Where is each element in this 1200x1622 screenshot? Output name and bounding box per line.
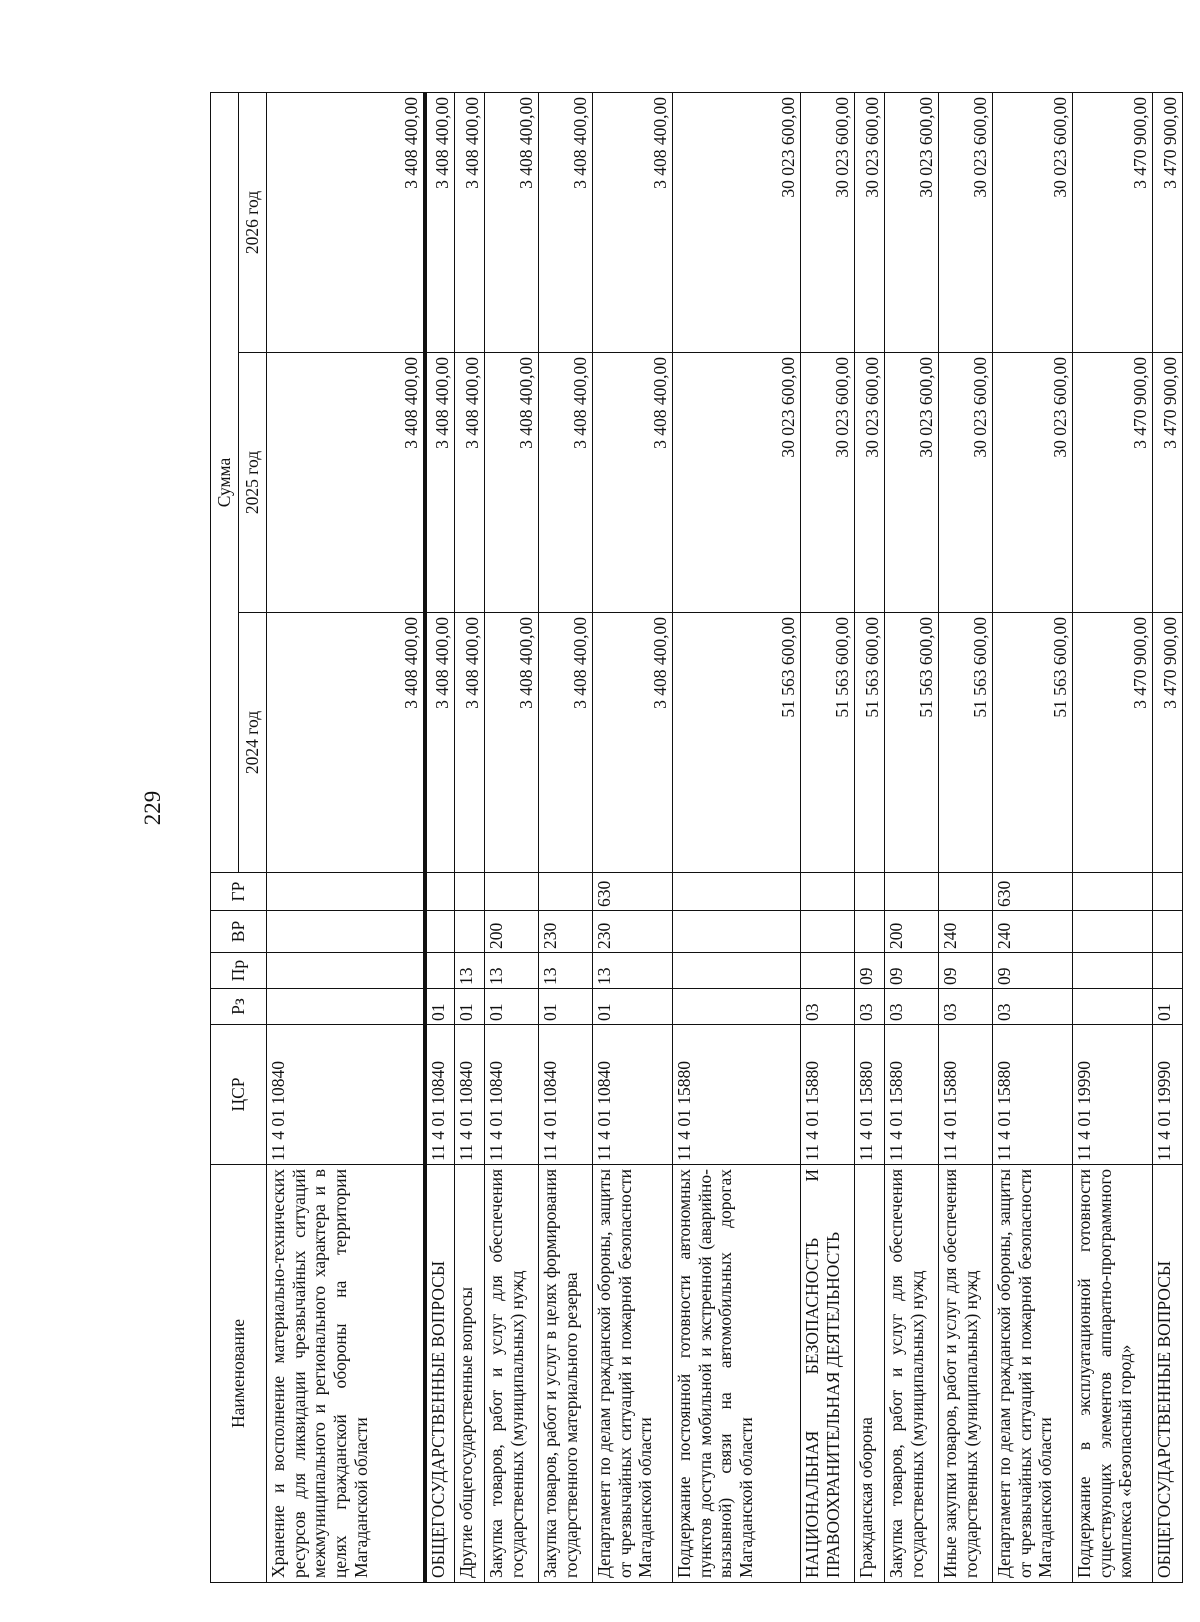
cell-gr xyxy=(673,873,801,911)
cell-y2026: 3 470 900,00 xyxy=(1153,92,1183,352)
cell-pr xyxy=(801,953,855,989)
cell-csr: 11 4 01 10840 xyxy=(425,1025,455,1165)
cell-y2024: 51 563 600,00 xyxy=(993,613,1073,873)
cell-gr xyxy=(801,873,855,911)
cell-y2026: 30 023 600,00 xyxy=(885,92,939,352)
cell-csr: 11 4 01 10840 xyxy=(455,1025,485,1165)
header-vr: ВР xyxy=(211,911,267,953)
budget-table xyxy=(210,92,1183,1583)
cell-rz: 01 xyxy=(455,989,485,1025)
cell-y2026: 30 023 600,00 xyxy=(855,92,885,352)
cell-rz xyxy=(673,989,801,1025)
cell-pr xyxy=(673,953,801,989)
cell-pr: 09 xyxy=(993,953,1073,989)
cell-y2026: 30 023 600,00 xyxy=(673,92,801,352)
header-csr: ЦСР xyxy=(211,1025,267,1165)
cell-y2025: 30 023 600,00 xyxy=(855,353,885,613)
cell-pr: 09 xyxy=(939,953,993,989)
cell-y2024: 51 563 600,00 xyxy=(885,613,939,873)
cell-csr: 11 4 01 19990 xyxy=(1153,1025,1183,1165)
cell-rz xyxy=(1073,989,1153,1025)
cell-y2025: 3 408 400,00 xyxy=(485,353,539,613)
cell-vr: 240 xyxy=(993,911,1073,953)
cell-name: Закупка товаров, работ и услуг для обеспечения государственных (муниципальных) нужд xyxy=(485,1165,539,1583)
header-rz: Рз xyxy=(211,989,267,1025)
cell-csr: 11 4 01 15880 xyxy=(939,1025,993,1165)
cell-y2025: 30 023 600,00 xyxy=(885,353,939,613)
header-name: Наименование xyxy=(211,1165,267,1583)
cell-csr: 11 4 01 15880 xyxy=(885,1025,939,1165)
cell-y2025: 30 023 600,00 xyxy=(993,353,1073,613)
cell-y2025: 3 408 400,00 xyxy=(267,353,425,613)
cell-y2026: 3 408 400,00 xyxy=(485,92,539,352)
cell-y2025: 30 023 600,00 xyxy=(673,353,801,613)
cell-name: НАЦИОНАЛЬНАЯ БЕЗОПАСНОСТЬ И ПРАВООХРАНИТЕЛЬНАЯ ДЕЯТЕЛЬНОСТЬ xyxy=(801,1165,855,1583)
cell-y2024: 3 408 400,00 xyxy=(425,613,455,873)
cell-pr: 09 xyxy=(855,953,885,989)
cell-csr: 11 4 01 15880 xyxy=(855,1025,885,1165)
table-row xyxy=(855,92,885,1582)
cell-y2024: 51 563 600,00 xyxy=(939,613,993,873)
header-2026: 2026 год xyxy=(239,92,267,352)
cell-y2024: 3 408 400,00 xyxy=(267,613,425,873)
cell-y2024: 3 408 400,00 xyxy=(485,613,539,873)
cell-rz: 01 xyxy=(539,989,593,1025)
cell-name: Закупка товаров, работ и услуг для обеспечения государственных (муниципальных) нужд xyxy=(885,1165,939,1583)
table-row xyxy=(1153,92,1183,1582)
cell-y2025: 3 470 900,00 xyxy=(1153,353,1183,613)
cell-y2024: 51 563 600,00 xyxy=(673,613,801,873)
cell-name: ОБЩЕГОСУДАРСТВЕННЫЕ ВОПРОСЫ xyxy=(1153,1165,1183,1583)
table-row xyxy=(801,92,855,1582)
cell-csr: 11 4 01 10840 xyxy=(593,1025,673,1165)
cell-vr xyxy=(673,911,801,953)
cell-csr: 11 4 01 15880 xyxy=(801,1025,855,1165)
cell-gr: 630 xyxy=(593,873,673,911)
cell-vr: 240 xyxy=(939,911,993,953)
cell-pr: 13 xyxy=(539,953,593,989)
cell-y2025: 3 408 400,00 xyxy=(425,353,455,613)
cell-csr: 11 4 01 19990 xyxy=(1073,1025,1153,1165)
cell-csr: 11 4 01 10840 xyxy=(539,1025,593,1165)
table-row xyxy=(267,92,425,1582)
page-number: 229 xyxy=(140,790,165,826)
header-sum: Сумма xyxy=(211,92,239,872)
header-pr: Пр xyxy=(211,953,267,989)
cell-y2025: 3 408 400,00 xyxy=(593,353,673,613)
cell-csr: 11 4 01 10840 xyxy=(485,1025,539,1165)
cell-csr: 11 4 01 15880 xyxy=(673,1025,801,1165)
cell-y2025: 3 408 400,00 xyxy=(455,353,485,613)
cell-gr xyxy=(455,873,485,911)
cell-gr xyxy=(885,873,939,911)
table-row xyxy=(593,92,673,1582)
cell-y2024: 51 563 600,00 xyxy=(801,613,855,873)
cell-rz: 03 xyxy=(801,989,855,1025)
table-row xyxy=(993,92,1073,1582)
table-body xyxy=(267,92,1183,1582)
cell-name: Департамент по делам гражданской обороны, защиты от чрезвычайных ситуаций и пожарной безопасности Магаданской области xyxy=(593,1165,673,1583)
header-2025: 2025 год xyxy=(239,353,267,613)
table-row xyxy=(939,92,993,1582)
cell-vr xyxy=(855,911,885,953)
rotated-table-wrapper xyxy=(210,93,1181,1583)
table-row xyxy=(539,92,593,1582)
cell-y2024: 3 470 900,00 xyxy=(1153,613,1183,873)
table-row xyxy=(455,92,485,1582)
cell-pr xyxy=(1073,953,1153,989)
cell-name: ОБЩЕГОСУДАРСТВЕННЫЕ ВОПРОСЫ xyxy=(425,1165,455,1583)
cell-pr: 09 xyxy=(885,953,939,989)
cell-gr xyxy=(425,873,455,911)
cell-y2026: 3 408 400,00 xyxy=(593,92,673,352)
cell-gr: 630 xyxy=(993,873,1073,911)
cell-pr: 13 xyxy=(485,953,539,989)
cell-rz: 01 xyxy=(593,989,673,1025)
cell-vr xyxy=(801,911,855,953)
header-gr: ГР xyxy=(211,873,267,911)
cell-rz: 03 xyxy=(993,989,1073,1025)
cell-y2025: 3 470 900,00 xyxy=(1073,353,1153,613)
cell-rz: 03 xyxy=(855,989,885,1025)
cell-y2024: 3 408 400,00 xyxy=(539,613,593,873)
cell-y2026: 30 023 600,00 xyxy=(939,92,993,352)
cell-vr xyxy=(1073,911,1153,953)
cell-gr xyxy=(539,873,593,911)
cell-name: Другие общегосударственные вопросы xyxy=(455,1165,485,1583)
cell-gr xyxy=(485,873,539,911)
cell-vr: 200 xyxy=(485,911,539,953)
cell-name: Хранение и восполнение материально-технических ресурсов для ликвидации чрезвычайных ситуаций межмуниципального и регионального характера и в целях гражданской обороны на территории Магаданской области xyxy=(267,1165,425,1583)
table-row xyxy=(425,92,455,1582)
cell-vr xyxy=(1153,911,1183,953)
cell-y2025: 30 023 600,00 xyxy=(939,353,993,613)
cell-rz: 01 xyxy=(1153,989,1183,1025)
table-row xyxy=(673,92,801,1582)
cell-y2026: 3 408 400,00 xyxy=(425,92,455,352)
cell-y2026: 3 408 400,00 xyxy=(267,92,425,352)
header-2024: 2024 год xyxy=(239,613,267,873)
cell-y2026: 30 023 600,00 xyxy=(801,92,855,352)
cell-vr: 230 xyxy=(539,911,593,953)
cell-y2024: 3 470 900,00 xyxy=(1073,613,1153,873)
cell-y2026: 3 408 400,00 xyxy=(455,92,485,352)
cell-y2024: 3 408 400,00 xyxy=(593,613,673,873)
cell-vr xyxy=(455,911,485,953)
cell-vr xyxy=(267,911,425,953)
cell-csr: 11 4 01 15880 xyxy=(993,1025,1073,1165)
cell-name: Поддержание в эксплуатационной готовности существующих элементов аппаратно-программного комплекса «Безопасный город» xyxy=(1073,1165,1153,1583)
cell-pr xyxy=(267,953,425,989)
cell-pr: 13 xyxy=(455,953,485,989)
table-row xyxy=(885,92,939,1582)
cell-pr xyxy=(1153,953,1183,989)
cell-vr: 200 xyxy=(885,911,939,953)
cell-name: Иные закупки товаров, работ и услуг для обеспечения государственных (муниципальных) нужд xyxy=(939,1165,993,1583)
cell-name: Поддержание постоянной готовности автономных пунктов доступа мобильной и экстренной (аварийно-вызывной) связи на автомобильных дорогах Магаданской области xyxy=(673,1165,801,1583)
cell-vr: 230 xyxy=(593,911,673,953)
cell-name: Гражданская оборона xyxy=(855,1165,885,1583)
cell-name: Закупка товаров, работ и услуг в целях формирования государственного материального резерва xyxy=(539,1165,593,1583)
cell-rz: 01 xyxy=(485,989,539,1025)
cell-pr xyxy=(425,953,455,989)
cell-rz xyxy=(267,989,425,1025)
cell-vr xyxy=(425,911,455,953)
cell-gr xyxy=(1073,873,1153,911)
cell-rz: 03 xyxy=(885,989,939,1025)
cell-y2025: 3 408 400,00 xyxy=(539,353,593,613)
header-row-1 xyxy=(211,92,239,1582)
cell-gr xyxy=(855,873,885,911)
table-row xyxy=(485,92,539,1582)
cell-y2026: 30 023 600,00 xyxy=(993,92,1073,352)
cell-pr: 13 xyxy=(593,953,673,989)
table-row xyxy=(1073,92,1153,1582)
cell-rz: 03 xyxy=(939,989,993,1025)
cell-y2026: 3 408 400,00 xyxy=(539,92,593,352)
cell-csr: 11 4 01 10840 xyxy=(267,1025,425,1165)
cell-y2024: 51 563 600,00 xyxy=(855,613,885,873)
cell-gr xyxy=(939,873,993,911)
cell-name: Департамент по делам гражданской обороны, защиты от чрезвычайных ситуаций и пожарной безопасности Магаданской области xyxy=(993,1165,1073,1583)
cell-gr xyxy=(1153,873,1183,911)
cell-y2026: 3 470 900,00 xyxy=(1073,92,1153,352)
cell-y2025: 30 023 600,00 xyxy=(801,353,855,613)
cell-gr xyxy=(267,873,425,911)
cell-rz: 01 xyxy=(425,989,455,1025)
cell-y2024: 3 408 400,00 xyxy=(455,613,485,873)
